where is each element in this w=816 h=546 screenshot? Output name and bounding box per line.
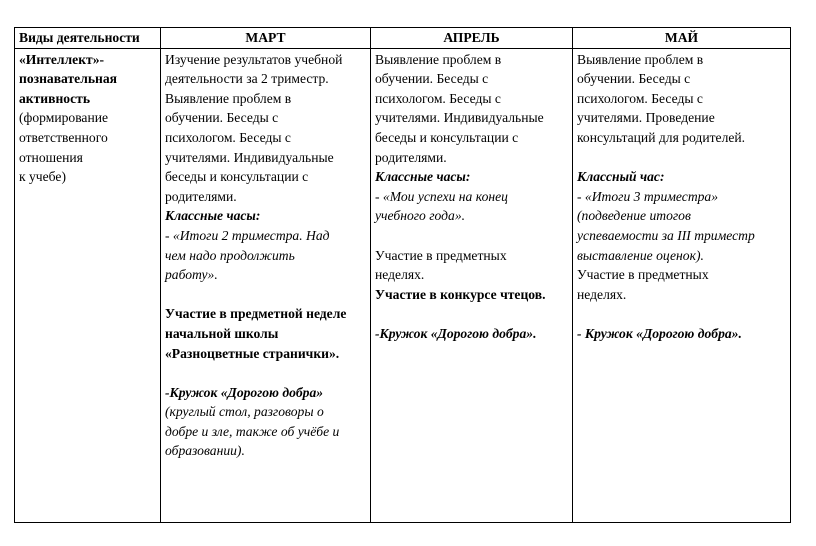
april-text-line: Участие в конкурсе чтецов.	[375, 286, 546, 302]
march-text-line: Изучение результатов учебной	[165, 51, 343, 67]
march-text-line: добре и зле, также об учёбе и	[165, 423, 340, 439]
march-text-line: работу».	[165, 267, 218, 283]
activity-cell	[15, 48, 161, 522]
march-text-line: деятельности за 2 триместр.	[165, 71, 329, 87]
spacer	[577, 148, 786, 168]
activity-desc-line: к учебе)	[19, 169, 66, 185]
header-may: МАЙ	[573, 28, 791, 49]
activity-desc-line: ответственного	[19, 129, 108, 145]
april-text-line: психологом. Беседы с	[375, 90, 501, 106]
april-club-line: -Кружок «Дорогою добра».	[375, 325, 537, 341]
header-march: МАРТ	[161, 28, 371, 49]
spacer	[165, 285, 366, 305]
may-text-line: обучении. Беседы с	[577, 71, 691, 87]
april-text-line: обучении. Беседы с	[375, 71, 489, 87]
may-cell	[573, 48, 791, 522]
may-text-line: консультаций для родителей.	[577, 129, 746, 145]
march-club-line: -Кружок «Дорогою добра»	[165, 384, 324, 400]
may-text-line: успеваемости за III триместр	[577, 227, 755, 243]
activity-desc-line: отношения	[19, 149, 83, 165]
april-cell	[371, 48, 573, 522]
may-class-hour-heading: Классный час:	[577, 169, 665, 185]
march-text-line: (круглый стол, разговоры о	[165, 404, 324, 420]
may-text-line: психологом. Беседы с	[577, 90, 703, 106]
march-text-line: «Разноцветные странички».	[165, 345, 340, 361]
header-activity-types: Виды деятельности	[15, 28, 161, 49]
may-text-line: неделях.	[577, 286, 627, 302]
march-text-line: обучении. Беседы с	[165, 110, 279, 126]
activity-desc-line: (формирование	[19, 110, 109, 126]
may-club-line: - Кружок «Дорогою добра».	[577, 325, 742, 341]
may-text-line: - «Итоги 3 триместра»	[577, 188, 719, 204]
table-row	[15, 48, 791, 522]
march-text-line: Участие в предметной неделе	[165, 306, 347, 322]
april-text-line: учебного года».	[375, 208, 466, 224]
may-text-line: (подведение итогов	[577, 208, 691, 224]
spacer	[577, 304, 786, 324]
april-text-line: беседы и консультации с	[375, 129, 519, 145]
march-text-line: чем надо продолжить	[165, 247, 295, 263]
march-text-line: психологом. Беседы с	[165, 129, 291, 145]
march-class-hours-heading: Классные часы:	[165, 208, 261, 224]
april-text-line: родителями.	[375, 149, 447, 165]
spacer	[375, 304, 568, 324]
activity-plan-table	[14, 27, 791, 523]
april-class-hours-heading: Классные часы:	[375, 169, 471, 185]
march-text-line: начальной школы	[165, 325, 279, 341]
may-text-line: Выявление проблем в	[577, 51, 704, 67]
april-text-line: неделях.	[375, 267, 425, 283]
spacer	[375, 226, 568, 246]
may-text-line: учителями. Проведение	[577, 110, 715, 126]
may-text-line: Участие в предметных	[577, 267, 709, 283]
march-text-line: родителями.	[165, 188, 237, 204]
march-text-line: беседы и консультации с	[165, 169, 309, 185]
april-text-line: - «Мои успехи на конец	[375, 188, 508, 204]
march-text-line: Выявление проблем в	[165, 90, 292, 106]
april-text-line: Участие в предметных	[375, 247, 507, 263]
march-text-line: образовании).	[165, 443, 245, 459]
march-text-line: учителями. Индивидуальные	[165, 149, 334, 165]
april-text-line: учителями. Индивидуальные	[375, 110, 544, 126]
activity-title-line: «Интеллект»-	[19, 51, 105, 67]
activity-title-line: познавательная	[19, 71, 118, 87]
spacer	[165, 363, 366, 383]
march-text-line: - «Итоги 2 триместра. Над	[165, 227, 330, 243]
header-april: АПРЕЛЬ	[371, 28, 573, 49]
april-text-line: Выявление проблем в	[375, 51, 502, 67]
header-row	[15, 28, 791, 49]
may-text-line: выставление оценок).	[577, 247, 704, 263]
activity-title-line: активность	[19, 90, 91, 106]
march-cell	[161, 48, 371, 522]
